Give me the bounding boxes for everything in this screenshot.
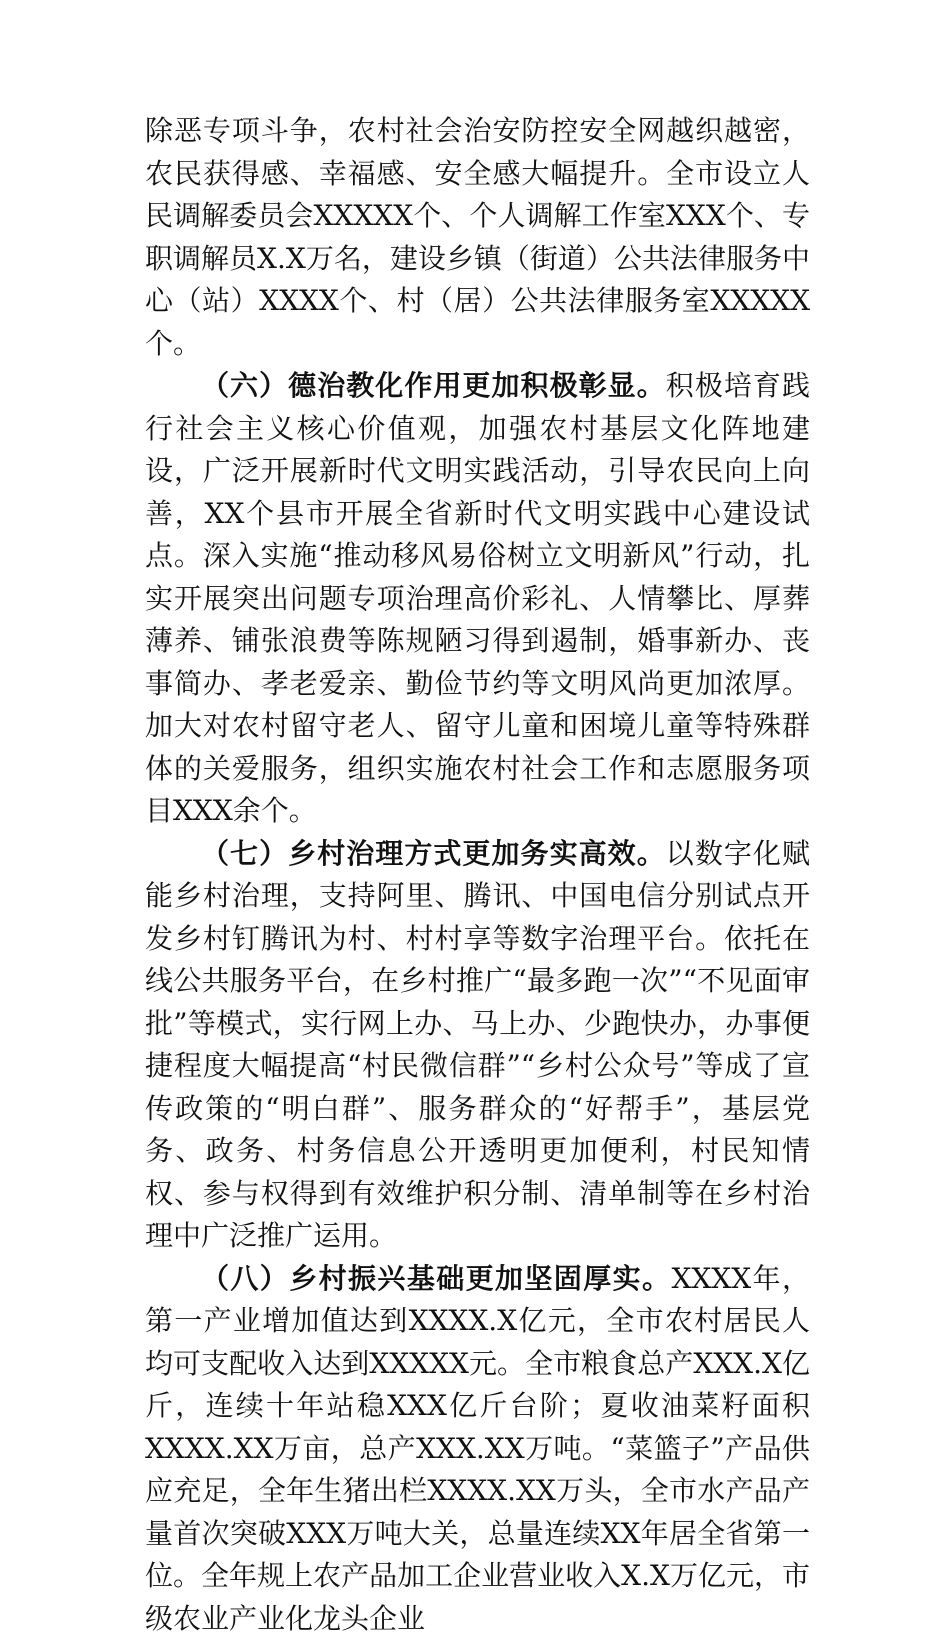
section-heading-8: （八）乡村振兴基础更加坚固厚实。 [201,1262,671,1295]
paragraph-governance-methods [145,833,810,1258]
paragraph-body: 除恶专项斗争，农村社会治安防控安全网越织越密，农民获得感、幸福感、安全感大幅提升。全市设立人民调解委员会XXXXX个、个人调解工作室XXX个、专职调解员X.X万名，建设乡镇（街道）公共法律服务中心（站）XXXX个、村（居）公共法律服务室XXXXX个。 [145,114,810,360]
paragraph-revitalization-foundation [145,1258,810,1640]
paragraph-public-security [145,110,810,365]
section-heading-7: （七）乡村治理方式更加务实高效。 [201,837,666,870]
paragraph-body: 以数字化赋能乡村治理，支持阿里、腾讯、中国电信分别试点开发乡村钉腾讯为村、村村享等数字治理平台。依托在线公共服务平台，在乡村推广“最多跑一次”“不见面审批”等模式，实行网上办、马上办、少跑快办，办事便捷程度大幅提高“村民微信群”“乡村公众号”等成了宣传政策的“明白群”、服务群众的“好帮手”，基层党务、政务、村务信息公开透明更加便利，村民知情权、参与权得到有效维护积分制、清单制等在乡村治理中广泛推广运用。 [145,837,810,1253]
paragraph-moral-education [145,365,810,833]
paragraph-body: 积极培育践行社会主义核心价值观，加强农村基层文化阵地建设，广泛开展新时代文明实践活动，引导农民向上向善，XX个县市开展全省新时代文明实践中心建设试点。深入实施“推动移风易俗树立文明新风”行动，扎实开展突出问题专项治理高价彩礼、人情攀比、厚葬薄养、铺张浪费等陈规陋习得到遏制，婚事新办、丧事简办、孝老爱亲、勤俭节约等文明风尚更加浓厚。加大对农村留守老人、留守儿童和困境儿童等特殊群体的关爱服务，组织实施农村社会工作和志愿服务项目XXX余个。 [145,369,810,827]
paragraph-body: XXXX年，第一产业增加值达到XXXX.X亿元，全市农村居民人均可支配收入达到XXXXX元。全市粮食总产XXX.X亿斤，连续十年站稳XXX亿斤台阶；夏收油菜籽面积XXXX.XX万亩，总产XXX.XX万吨。“菜篮子”产品供应充足，全年生猪出栏XXXX.XX万头，全市水产品产量首次突破XXX万吨大关，总量连续XX年居全省第一位。全年规上农产品加工企业营业收入X.X万亿元，市级农业产业化龙头企业 [145,1262,810,1635]
document-body [145,110,810,1640]
section-heading-6: （六）德治教化作用更加积极彰显。 [201,369,666,402]
